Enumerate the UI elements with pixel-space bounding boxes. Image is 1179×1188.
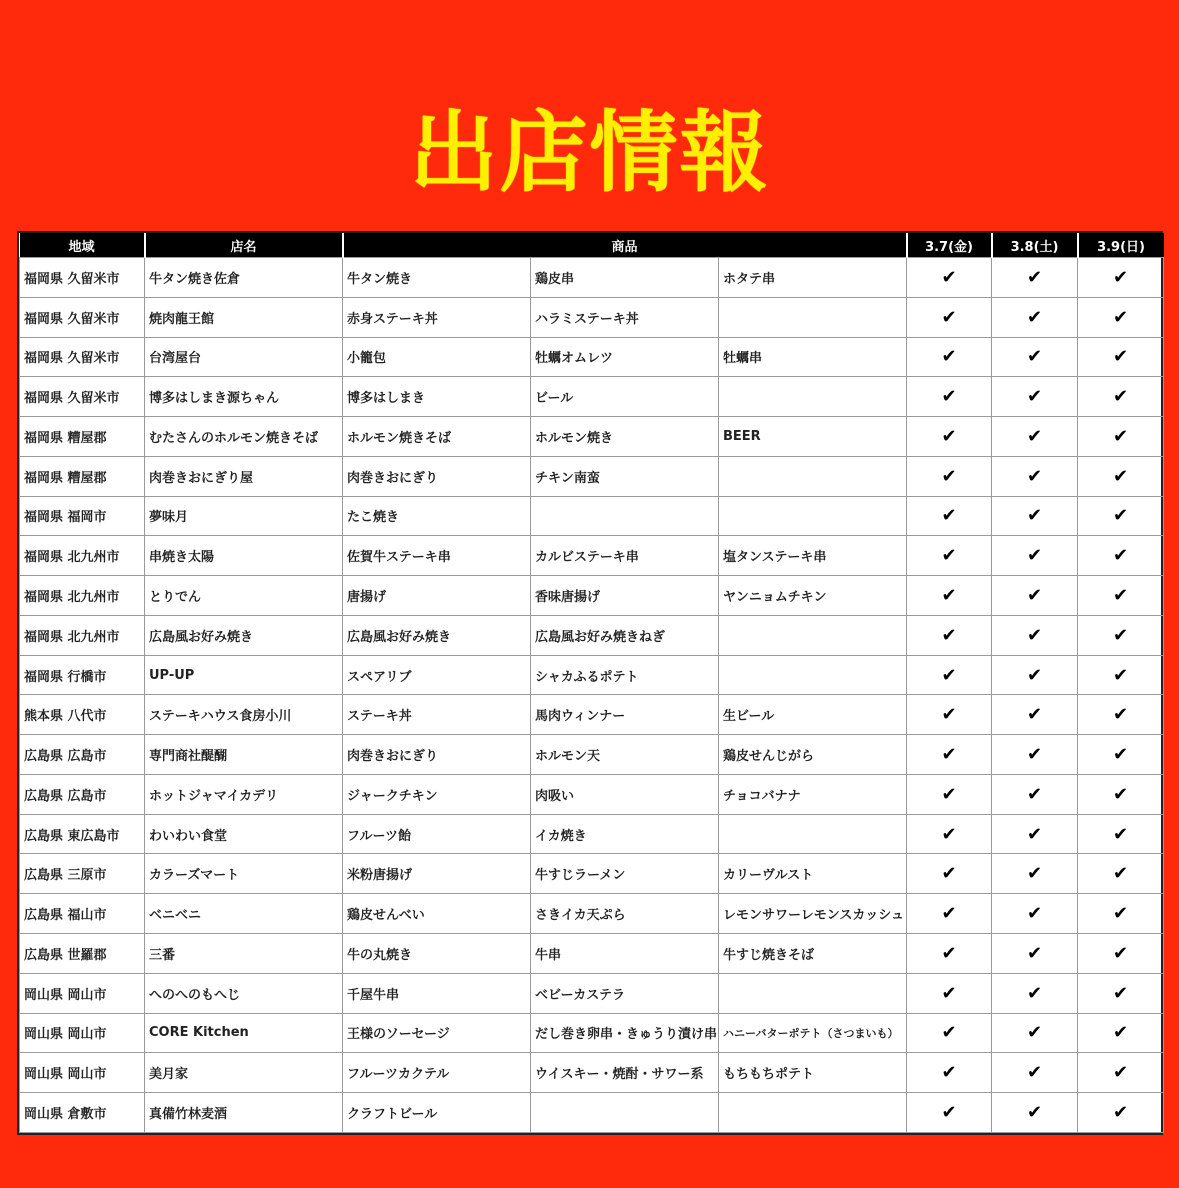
check-icon: ✔	[907, 695, 992, 735]
table-row	[20, 456, 1164, 496]
cell-shop: 専門商社醍醐	[145, 735, 343, 775]
check-icon: ✔	[907, 1013, 992, 1053]
check-icon: ✔	[1078, 297, 1164, 337]
cell-product-1: フルーツ飴	[343, 814, 531, 854]
cell-region: 広島県 広島市	[20, 774, 145, 814]
cell-region: 広島県 広島市	[20, 735, 145, 775]
check-icon: ✔	[907, 615, 992, 655]
check-icon: ✔	[907, 894, 992, 934]
cell-product-3	[719, 814, 907, 854]
cell-shop: ステーキハウス食房小川	[145, 695, 343, 735]
check-icon: ✔	[907, 934, 992, 974]
cell-region: 福岡県 久留米市	[20, 337, 145, 377]
vendor-table	[19, 233, 1164, 1133]
cell-product-3: ヤンニョムチキン	[719, 576, 907, 616]
check-icon: ✔	[1078, 695, 1164, 735]
cell-product-2: シャカふるポテト	[531, 655, 719, 695]
check-icon: ✔	[907, 814, 992, 854]
check-icon: ✔	[992, 615, 1078, 655]
header-shop: 店名	[145, 233, 343, 258]
check-icon: ✔	[1078, 258, 1164, 298]
check-icon: ✔	[992, 854, 1078, 894]
cell-shop: 肉巻きおにぎり屋	[145, 456, 343, 496]
check-icon: ✔	[992, 417, 1078, 457]
header-day2: 3.8(土)	[992, 233, 1078, 258]
cell-region: 福岡県 糟屋郡	[20, 417, 145, 457]
check-icon: ✔	[907, 655, 992, 695]
cell-product-1: 唐揚げ	[343, 576, 531, 616]
header-day1: 3.7(金)	[907, 233, 992, 258]
cell-product-3	[719, 655, 907, 695]
cell-region: 岡山県 倉敷市	[20, 1093, 145, 1133]
cell-region: 広島県 三原市	[20, 854, 145, 894]
cell-product-3: BEER	[719, 417, 907, 457]
cell-product-3	[719, 615, 907, 655]
cell-product-1: たこ焼き	[343, 496, 531, 536]
cell-region: 広島県 東広島市	[20, 814, 145, 854]
cell-region: 福岡県 北九州市	[20, 536, 145, 576]
cell-product-1: 鶏皮せんべい	[343, 894, 531, 934]
cell-product-2: 牡蠣オムレツ	[531, 337, 719, 377]
cell-product-1: 牛タン焼き	[343, 258, 531, 298]
cell-product-2: 肉吸い	[531, 774, 719, 814]
table-row	[20, 735, 1164, 775]
cell-product-2: ホルモン焼き	[531, 417, 719, 457]
cell-product-3: レモンサワーレモンスカッシュ	[719, 894, 907, 934]
check-icon: ✔	[992, 536, 1078, 576]
table-row	[20, 576, 1164, 616]
check-icon: ✔	[907, 973, 992, 1013]
vendor-table-container	[17, 231, 1163, 1135]
cell-product-1: 肉巻きおにぎり	[343, 456, 531, 496]
check-icon: ✔	[907, 536, 992, 576]
cell-product-3: ハニーバターポテト（さつまいも）	[719, 1013, 907, 1053]
check-icon: ✔	[907, 377, 992, 417]
table-row	[20, 894, 1164, 934]
check-icon: ✔	[907, 258, 992, 298]
check-icon: ✔	[992, 1093, 1078, 1133]
table-row	[20, 1093, 1164, 1133]
table-row	[20, 973, 1164, 1013]
check-icon: ✔	[907, 1053, 992, 1093]
cell-product-1: 広島風お好み焼き	[343, 615, 531, 655]
cell-product-3: もちもちポテト	[719, 1053, 907, 1093]
check-icon: ✔	[1078, 615, 1164, 655]
check-icon: ✔	[992, 735, 1078, 775]
cell-region: 福岡県 行橋市	[20, 655, 145, 695]
cell-shop: わいわい食堂	[145, 814, 343, 854]
check-icon: ✔	[992, 258, 1078, 298]
check-icon: ✔	[907, 774, 992, 814]
cell-region: 福岡県 糟屋郡	[20, 456, 145, 496]
cell-product-2: ウイスキー・焼酎・サワー系	[531, 1053, 719, 1093]
cell-product-1: スペアリブ	[343, 655, 531, 695]
check-icon: ✔	[992, 576, 1078, 616]
check-icon: ✔	[907, 456, 992, 496]
cell-product-2	[531, 1093, 719, 1133]
table-row	[20, 417, 1164, 457]
cell-product-3	[719, 377, 907, 417]
cell-product-1: フルーツカクテル	[343, 1053, 531, 1093]
cell-product-1: 牛の丸焼き	[343, 934, 531, 974]
table-row	[20, 1013, 1164, 1053]
table-row	[20, 496, 1164, 536]
cell-region: 福岡県 北九州市	[20, 576, 145, 616]
cell-shop: 焼肉龍王館	[145, 297, 343, 337]
cell-product-2	[531, 496, 719, 536]
cell-shop: とりでん	[145, 576, 343, 616]
cell-product-2: 鶏皮串	[531, 258, 719, 298]
cell-product-3	[719, 496, 907, 536]
cell-shop: ベニベニ	[145, 894, 343, 934]
check-icon: ✔	[1078, 417, 1164, 457]
check-icon: ✔	[1078, 576, 1164, 616]
cell-shop: 台湾屋台	[145, 337, 343, 377]
cell-region: 広島県 世羅郡	[20, 934, 145, 974]
cell-shop: 美月家	[145, 1053, 343, 1093]
table-row	[20, 814, 1164, 854]
cell-product-3: 牡蠣串	[719, 337, 907, 377]
cell-product-3	[719, 456, 907, 496]
check-icon: ✔	[992, 337, 1078, 377]
cell-shop: 博多はしまき源ちゃん	[145, 377, 343, 417]
table-row	[20, 536, 1164, 576]
header-products: 商品	[343, 233, 907, 258]
cell-product-1: 肉巻きおにぎり	[343, 735, 531, 775]
cell-product-1: 博多はしまき	[343, 377, 531, 417]
table-row	[20, 297, 1164, 337]
check-icon: ✔	[992, 774, 1078, 814]
cell-shop: 真備竹林麦酒	[145, 1093, 343, 1133]
cell-shop: 牛タン焼き佐倉	[145, 258, 343, 298]
cell-product-2: 馬肉ウィンナー	[531, 695, 719, 735]
page-title: 出店情報	[409, 101, 770, 204]
cell-region: 福岡県 福岡市	[20, 496, 145, 536]
table-row	[20, 655, 1164, 695]
cell-product-2: 牛串	[531, 934, 719, 974]
cell-region: 福岡県 北九州市	[20, 615, 145, 655]
check-icon: ✔	[1078, 774, 1164, 814]
cell-shop: 広島風お好み焼き	[145, 615, 343, 655]
table-row	[20, 615, 1164, 655]
cell-product-2: ベビーカステラ	[531, 973, 719, 1013]
table-body	[20, 258, 1164, 1133]
cell-shop: ホットジャマイカデリ	[145, 774, 343, 814]
cell-product-1: 赤身ステーキ丼	[343, 297, 531, 337]
cell-shop: 三番	[145, 934, 343, 974]
table-row	[20, 1053, 1164, 1093]
cell-product-3	[719, 1093, 907, 1133]
check-icon: ✔	[1078, 894, 1164, 934]
cell-region: 岡山県 岡山市	[20, 973, 145, 1013]
check-icon: ✔	[1078, 536, 1164, 576]
check-icon: ✔	[907, 576, 992, 616]
cell-product-2: ホルモン天	[531, 735, 719, 775]
cell-product-2: カルビステーキ串	[531, 536, 719, 576]
check-icon: ✔	[992, 297, 1078, 337]
table-header-row	[20, 233, 1164, 258]
check-icon: ✔	[992, 1013, 1078, 1053]
cell-product-2: 牛すじラーメン	[531, 854, 719, 894]
check-icon: ✔	[1078, 1093, 1164, 1133]
check-icon: ✔	[907, 297, 992, 337]
table-row	[20, 377, 1164, 417]
check-icon: ✔	[992, 695, 1078, 735]
check-icon: ✔	[1078, 496, 1164, 536]
cell-shop: へのへのもへじ	[145, 973, 343, 1013]
cell-shop: むたさんのホルモン焼きそば	[145, 417, 343, 457]
cell-product-2: 広島風お好み焼きねぎ	[531, 615, 719, 655]
cell-product-1: ホルモン焼きそば	[343, 417, 531, 457]
cell-region: 岡山県 岡山市	[20, 1053, 145, 1093]
cell-product-2: チキン南蛮	[531, 456, 719, 496]
cell-product-1: クラフトビール	[343, 1093, 531, 1133]
cell-shop: 串焼き太陽	[145, 536, 343, 576]
cell-product-3	[719, 297, 907, 337]
check-icon: ✔	[992, 377, 1078, 417]
table-row	[20, 854, 1164, 894]
check-icon: ✔	[1078, 1013, 1164, 1053]
check-icon: ✔	[1078, 1053, 1164, 1093]
check-icon: ✔	[992, 456, 1078, 496]
cell-product-1: 佐賀牛ステーキ串	[343, 536, 531, 576]
cell-product-3: 生ビール	[719, 695, 907, 735]
cell-shop: 夢味月	[145, 496, 343, 536]
header-region: 地域	[20, 233, 145, 258]
check-icon: ✔	[1078, 934, 1164, 974]
check-icon: ✔	[992, 655, 1078, 695]
check-icon: ✔	[992, 894, 1078, 934]
cell-product-2: 香味唐揚げ	[531, 576, 719, 616]
check-icon: ✔	[1078, 377, 1164, 417]
check-icon: ✔	[907, 1093, 992, 1133]
cell-region: 福岡県 久留米市	[20, 377, 145, 417]
check-icon: ✔	[1078, 973, 1164, 1013]
table-row	[20, 258, 1164, 298]
check-icon: ✔	[1078, 655, 1164, 695]
table-row	[20, 934, 1164, 974]
cell-product-2: イカ焼き	[531, 814, 719, 854]
cell-product-1: ジャークチキン	[343, 774, 531, 814]
check-icon: ✔	[1078, 814, 1164, 854]
cell-shop: UP-UP	[145, 655, 343, 695]
cell-product-1: 小籠包	[343, 337, 531, 377]
check-icon: ✔	[907, 337, 992, 377]
check-icon: ✔	[992, 973, 1078, 1013]
check-icon: ✔	[1078, 735, 1164, 775]
cell-product-2: さきイカ天ぷら	[531, 894, 719, 934]
cell-product-3	[719, 973, 907, 1013]
cell-region: 岡山県 岡山市	[20, 1013, 145, 1053]
check-icon: ✔	[907, 496, 992, 536]
cell-region: 福岡県 久留米市	[20, 258, 145, 298]
cell-product-2: ビール	[531, 377, 719, 417]
cell-region: 広島県 福山市	[20, 894, 145, 934]
cell-product-3: チョコバナナ	[719, 774, 907, 814]
check-icon: ✔	[907, 417, 992, 457]
cell-product-3: カリーヴルスト	[719, 854, 907, 894]
check-icon: ✔	[992, 814, 1078, 854]
cell-region: 福岡県 久留米市	[20, 297, 145, 337]
check-icon: ✔	[1078, 854, 1164, 894]
cell-shop: CORE Kitchen	[145, 1013, 343, 1053]
table-row	[20, 695, 1164, 735]
table-row	[20, 774, 1164, 814]
check-icon: ✔	[992, 496, 1078, 536]
cell-product-1: ステーキ丼	[343, 695, 531, 735]
cell-product-1: 王様のソーセージ	[343, 1013, 531, 1053]
check-icon: ✔	[907, 854, 992, 894]
cell-product-3: ホタテ串	[719, 258, 907, 298]
cell-product-3: 塩タンステーキ串	[719, 536, 907, 576]
cell-product-2: だし巻き卵串・きゅうり漬け串	[531, 1013, 719, 1053]
check-icon: ✔	[1078, 337, 1164, 377]
cell-product-3: 牛すじ焼きそば	[719, 934, 907, 974]
check-icon: ✔	[992, 934, 1078, 974]
cell-shop: カラーズマート	[145, 854, 343, 894]
cell-product-1: 千屋牛串	[343, 973, 531, 1013]
cell-product-2: ハラミステーキ丼	[531, 297, 719, 337]
header-day3: 3.9(日)	[1078, 233, 1164, 258]
check-icon: ✔	[1078, 456, 1164, 496]
cell-product-1: 米粉唐揚げ	[343, 854, 531, 894]
cell-product-3: 鶏皮せんじがら	[719, 735, 907, 775]
table-row	[20, 337, 1164, 377]
cell-region: 熊本県 八代市	[20, 695, 145, 735]
check-icon: ✔	[992, 1053, 1078, 1093]
check-icon: ✔	[907, 735, 992, 775]
